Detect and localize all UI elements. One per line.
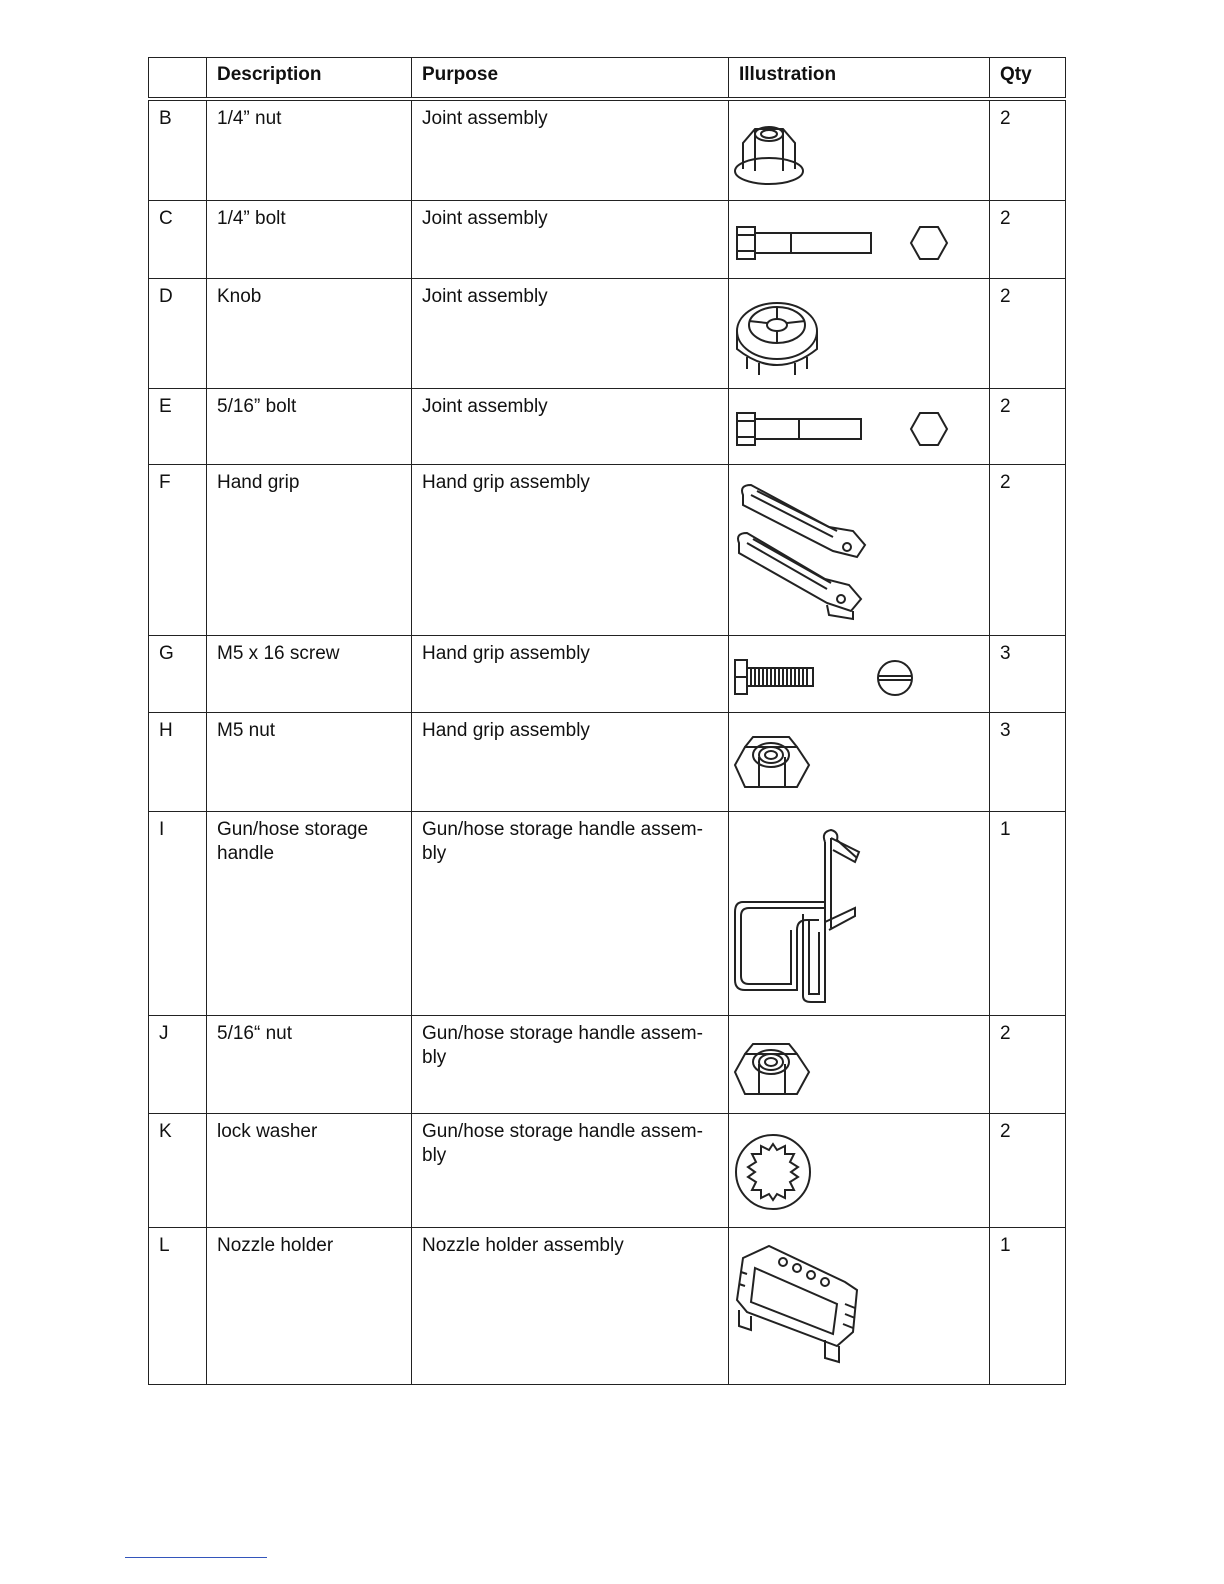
row-letter: I bbox=[149, 811, 207, 1015]
table-row bbox=[149, 1227, 1066, 1384]
row-qty: 2 bbox=[990, 99, 1066, 200]
row-letter: H bbox=[149, 712, 207, 811]
row-illustration bbox=[729, 99, 990, 200]
row-letter: K bbox=[149, 1113, 207, 1227]
row-letter: L bbox=[149, 1227, 207, 1384]
row-letter: G bbox=[149, 635, 207, 712]
row-illustration bbox=[729, 712, 990, 811]
knob-icon bbox=[729, 279, 989, 389]
row-illustration bbox=[729, 464, 990, 635]
row-qty: 2 bbox=[990, 1113, 1066, 1227]
row-letter: J bbox=[149, 1015, 207, 1113]
row-illustration bbox=[729, 1227, 990, 1384]
row-qty: 1 bbox=[990, 811, 1066, 1015]
table-row bbox=[149, 99, 1066, 200]
row-description: Knob bbox=[207, 278, 412, 388]
row-letter: B bbox=[149, 99, 207, 200]
table-row bbox=[149, 811, 1066, 1015]
hex-nut-icon bbox=[729, 1016, 989, 1114]
row-purpose: Joint assembly bbox=[412, 99, 729, 200]
row-description: Nozzle holder bbox=[207, 1227, 412, 1384]
flange-nut-icon bbox=[729, 101, 989, 201]
row-letter: E bbox=[149, 388, 207, 464]
table-row bbox=[149, 635, 1066, 712]
row-description: Hand grip bbox=[207, 464, 412, 635]
row-illustration bbox=[729, 200, 990, 278]
header-purpose: Purpose bbox=[412, 58, 729, 100]
table-row bbox=[149, 200, 1066, 278]
row-purpose: Gun/hose storage handle assem-bly bbox=[412, 1015, 729, 1113]
row-purpose: Hand grip assembly bbox=[412, 712, 729, 811]
row-qty: 3 bbox=[990, 635, 1066, 712]
parts-table bbox=[148, 57, 1066, 1385]
row-purpose: Joint assembly bbox=[412, 200, 729, 278]
row-illustration bbox=[729, 1113, 990, 1227]
row-description: 1/4” bolt bbox=[207, 200, 412, 278]
row-qty: 3 bbox=[990, 712, 1066, 811]
row-description: M5 x 16 screw bbox=[207, 635, 412, 712]
row-description: 5/16” bolt bbox=[207, 388, 412, 464]
table-row bbox=[149, 278, 1066, 388]
hex-bolt-icon bbox=[729, 389, 989, 465]
table-row bbox=[149, 1113, 1066, 1227]
row-illustration bbox=[729, 811, 990, 1015]
hand-grip-icon bbox=[729, 465, 989, 635]
row-qty: 2 bbox=[990, 1015, 1066, 1113]
row-purpose: Hand grip assembly bbox=[412, 464, 729, 635]
row-letter: F bbox=[149, 464, 207, 635]
storage-handle-icon bbox=[729, 812, 989, 1016]
row-purpose: Hand grip assembly bbox=[412, 635, 729, 712]
table-row bbox=[149, 1015, 1066, 1113]
row-qty: 2 bbox=[990, 200, 1066, 278]
row-purpose: Nozzle holder assembly bbox=[412, 1227, 729, 1384]
row-letter: D bbox=[149, 278, 207, 388]
machine-screw-icon bbox=[729, 636, 989, 712]
header-description: Description bbox=[207, 58, 412, 100]
row-purpose: Gun/hose storage handle assem-bly bbox=[412, 1113, 729, 1227]
row-purpose: Gun/hose storage handle assem-bly bbox=[412, 811, 729, 1015]
table-header-row bbox=[149, 58, 1066, 100]
row-illustration bbox=[729, 635, 990, 712]
row-description: lock washer bbox=[207, 1113, 412, 1227]
table-row bbox=[149, 388, 1066, 464]
row-description: 5/16“ nut bbox=[207, 1015, 412, 1113]
header-qty: Qty bbox=[990, 58, 1066, 100]
lock-washer-icon bbox=[729, 1114, 989, 1228]
row-letter: C bbox=[149, 200, 207, 278]
nozzle-holder-icon bbox=[729, 1228, 989, 1384]
table-row bbox=[149, 464, 1066, 635]
table-row bbox=[149, 712, 1066, 811]
row-description: Gun/hose storage handle bbox=[207, 811, 412, 1015]
row-qty: 2 bbox=[990, 278, 1066, 388]
hex-bolt-icon bbox=[729, 201, 989, 279]
row-description: 1/4” nut bbox=[207, 99, 412, 200]
row-qty: 1 bbox=[990, 1227, 1066, 1384]
hex-nut-icon bbox=[729, 713, 989, 811]
footer-rule bbox=[125, 1557, 267, 1558]
header-letter bbox=[149, 58, 207, 100]
row-illustration bbox=[729, 1015, 990, 1113]
row-qty: 2 bbox=[990, 464, 1066, 635]
header-illustration: Illustration bbox=[729, 58, 990, 100]
row-qty: 2 bbox=[990, 388, 1066, 464]
row-purpose: Joint assembly bbox=[412, 388, 729, 464]
row-illustration bbox=[729, 278, 990, 388]
row-description: M5 nut bbox=[207, 712, 412, 811]
row-illustration bbox=[729, 388, 990, 464]
row-purpose: Joint assembly bbox=[412, 278, 729, 388]
